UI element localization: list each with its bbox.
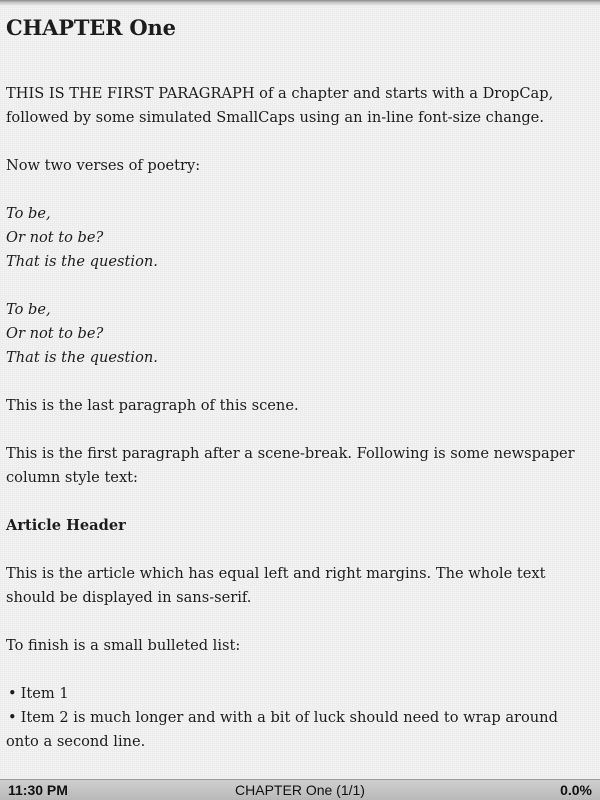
- after-break-paragraph: This is the first paragraph after a scene-break. Following is some newspaper column style text:: [6, 445, 575, 486]
- list-item: [6, 706, 592, 754]
- article-paragraph: This is the article which has equal left and right margins. The whole text should be displayed in sans-serif.: [6, 565, 546, 606]
- status-bar[interactable]: [0, 779, 600, 800]
- intro-paragraph: THIS IS THE FIRST PARAGRAPH of a chapter and starts with a DropCap, followed by some simulated SmallCaps using an in-line font-size change.: [6, 85, 554, 126]
- verse-line: That is the question.: [6, 349, 158, 366]
- verse-1: [6, 202, 592, 274]
- chapter-title: CHAPTER One: [6, 15, 176, 40]
- verse-2: [6, 298, 592, 370]
- finish-paragraph: To finish is a small bulleted list:: [6, 637, 241, 654]
- verse-line: To be,: [6, 205, 51, 222]
- article-header: Article Header: [6, 517, 126, 534]
- list-item-text: Item 2 is much longer and with a bit of luck should need to wrap around onto a second line.: [6, 709, 558, 750]
- bullet-icon: •: [8, 685, 17, 702]
- reading-percent: 0.0%: [560, 782, 592, 798]
- list-item-text: Item 1: [20, 685, 69, 702]
- poetry-intro-paragraph: Now two verses of poetry:: [6, 157, 201, 174]
- verse-line: Or not to be?: [6, 229, 104, 246]
- verse-line: To be,: [6, 301, 51, 318]
- list-item: [6, 682, 592, 706]
- bulleted-list: [6, 682, 592, 754]
- reader-page[interactable]: [6, 14, 592, 754]
- last-scene-paragraph: This is the last paragraph of this scene.: [6, 397, 299, 414]
- top-shadow: [0, 0, 600, 6]
- chapter-progress[interactable]: CHAPTER One (1/1): [235, 782, 365, 798]
- verse-line: Or not to be?: [6, 325, 104, 342]
- verse-line: That is the question.: [6, 253, 158, 270]
- bullet-icon: •: [8, 709, 17, 726]
- clock: 11:30 PM: [8, 782, 68, 798]
